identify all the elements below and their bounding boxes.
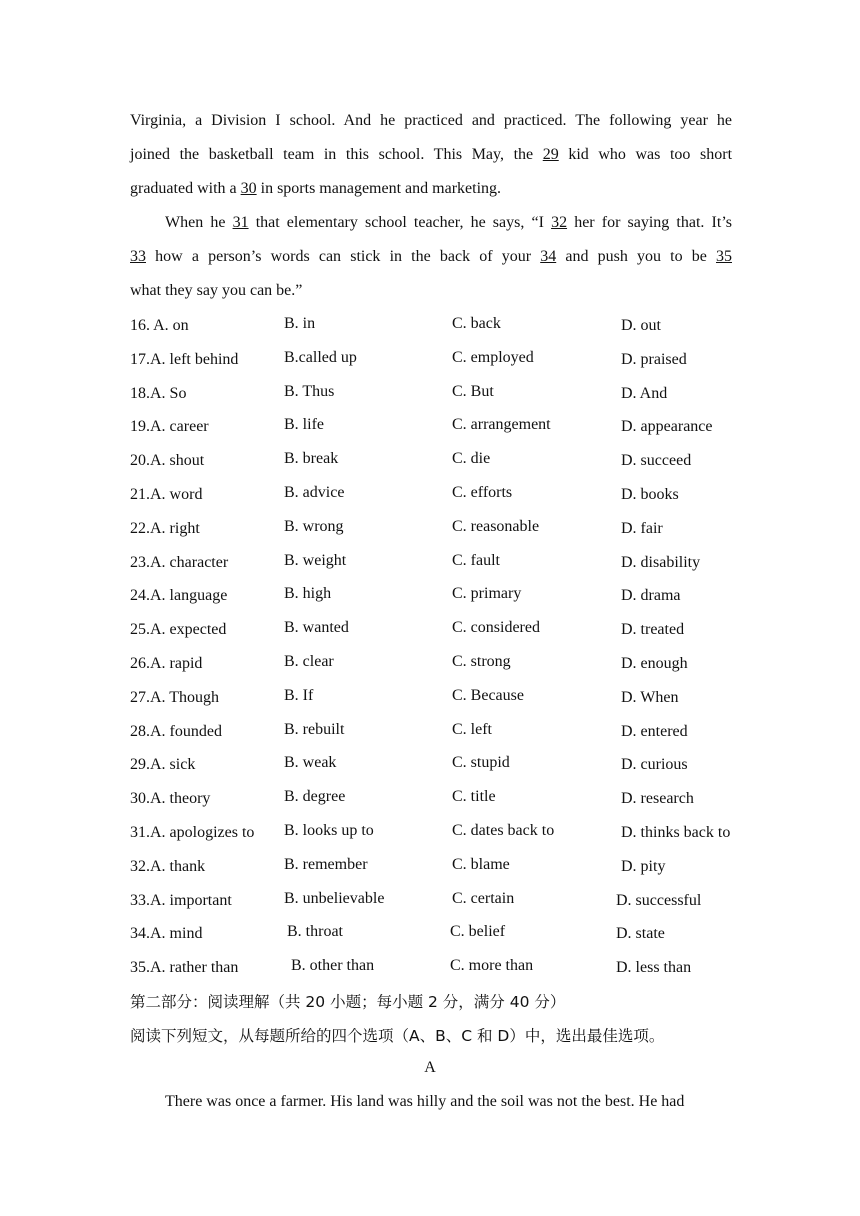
reading-line: There was once a farmer. His land was hilly and the soil was not the best. He had [165, 1093, 685, 1110]
option-b: B. other than [291, 957, 375, 975]
option-c: C. strong [452, 653, 511, 670]
option-a: 31.A. apologizes to [130, 824, 255, 841]
option-a: 16. A. on [130, 317, 189, 334]
option-d: D. out [621, 317, 661, 334]
question-row [0, 415, 860, 449]
option-b: B. remember [284, 855, 368, 873]
passage-line [130, 240, 732, 274]
question-row [0, 821, 860, 855]
passage-line [130, 138, 732, 172]
option-c: C. die [452, 450, 491, 468]
option-a: 30.A. theory [130, 790, 211, 808]
question-row [0, 483, 860, 517]
passage-line [130, 104, 732, 138]
option-d: D. books [621, 486, 679, 503]
option-a: 35.A. rather than [130, 959, 239, 977]
passage-text: kid who was too short [558, 146, 733, 163]
section-instruction: 阅读下列短文，从每题所给的四个选项（A、B、C 和 D）中，选出最佳选项。 [130, 1027, 665, 1045]
cloze-blank-number: 30 [240, 180, 257, 197]
option-a: 29.A. sick [130, 756, 196, 774]
passage-text: how a person’s words can stick in the back of your [146, 248, 541, 265]
option-c: C. But [452, 382, 494, 400]
question-row [0, 652, 860, 686]
option-b: B. weak [284, 754, 337, 772]
option-b: B. Thus [284, 382, 335, 400]
option-c: C. employed [452, 348, 534, 366]
question-row [0, 787, 860, 821]
question-row [0, 855, 860, 889]
section-heading: 第二部分：阅读理解（共 20 小题；每小题 2 分，满分 40 分） [130, 993, 566, 1011]
passage-text: Virginia, a Division I school. And he practiced and practiced. The following year he [130, 112, 732, 129]
option-d: D. enough [621, 655, 688, 672]
option-c: C. stupid [452, 754, 510, 772]
option-d: D. state [616, 925, 665, 943]
option-a: 24.A. language [130, 587, 228, 605]
question-row [0, 314, 860, 348]
option-d: D. thinks back to [621, 824, 731, 841]
passage-text: When he [165, 214, 233, 231]
question-row [0, 348, 860, 382]
option-c: C. back [452, 315, 501, 332]
option-a: 33.A. important [130, 891, 232, 909]
option-c: C. efforts [452, 484, 513, 501]
option-c: C. arrangement [452, 416, 551, 434]
option-c: C. considered [452, 619, 540, 637]
option-a: 25.A. expected [130, 621, 227, 639]
question-row [0, 517, 860, 551]
option-a: 17.A. left behind [130, 350, 239, 368]
question-row [0, 753, 860, 787]
cloze-blank-number: 31 [232, 214, 249, 231]
option-b: B. looks up to [284, 822, 374, 839]
cloze-blank-number: 29 [542, 146, 559, 163]
option-a: 19.A. career [130, 418, 209, 436]
option-a: 26.A. rapid [130, 655, 203, 672]
option-a: 28.A. founded [130, 722, 222, 740]
option-c: C. title [452, 788, 496, 806]
option-a: 32.A. thank [130, 857, 206, 875]
option-d: D. When [621, 688, 679, 706]
reading-passage-first-line [130, 1085, 732, 1119]
option-c: C. left [452, 720, 492, 738]
passage-text: in sports management and marketing. [256, 180, 502, 197]
option-c: C. Because [452, 686, 524, 704]
option-c: C. reasonable [452, 517, 540, 535]
option-d: D. praised [621, 350, 687, 368]
question-row [0, 956, 860, 990]
option-a: 27.A. Though [130, 688, 220, 706]
question-row [0, 922, 860, 956]
option-d: D. disability [621, 553, 701, 571]
option-b: B. advice [284, 484, 345, 501]
option-d: D. research [621, 790, 694, 808]
cloze-blank-number: 32 [551, 214, 568, 231]
question-row [0, 720, 860, 754]
option-a: 18.A. So [130, 384, 187, 402]
option-b: B. weight [284, 551, 347, 569]
passage-text: joined the basketball team in this school. This May, the [130, 146, 543, 163]
question-row [0, 686, 860, 720]
passage-text: that elementary school teacher, he says, “I [248, 214, 552, 231]
option-b: B. wrong [284, 517, 344, 535]
option-c: C. dates back to [452, 822, 555, 839]
option-b: B. life [284, 416, 324, 434]
cloze-blank-number: 35 [716, 248, 732, 265]
passage-paragraph-1 [130, 104, 732, 206]
option-a: 23.A. character [130, 553, 229, 571]
passage-text: and push you to be [556, 248, 716, 265]
option-b: B. high [284, 585, 332, 603]
option-d: D. appearance [621, 418, 713, 436]
question-row [0, 382, 860, 416]
cloze-blank-number: 33 [130, 248, 146, 265]
option-d: D. successful [616, 891, 702, 909]
passage-paragraph-2 [130, 206, 732, 308]
option-b: B. break [284, 450, 339, 468]
option-b: B. If [284, 686, 314, 704]
option-b: B. unbelievable [284, 889, 385, 907]
passage-line [130, 274, 732, 308]
option-b: B. clear [284, 653, 334, 670]
option-d: D. curious [621, 756, 688, 774]
option-b: B. in [284, 315, 316, 332]
option-b: B. rebuilt [284, 720, 345, 738]
option-c: C. blame [452, 855, 510, 873]
option-a: 22.A. right [130, 519, 200, 537]
option-d: D. And [621, 384, 668, 402]
passage-line [130, 206, 732, 240]
question-row [0, 618, 860, 652]
option-a: 34.A. mind [130, 925, 203, 943]
option-a: 21.A. word [130, 486, 203, 503]
passage-text: what they say you can be.” [130, 282, 303, 299]
option-d: D. pity [621, 857, 666, 875]
option-d: D. fair [621, 519, 663, 537]
cloze-blank-number: 34 [540, 248, 557, 265]
option-d: D. treated [621, 621, 685, 639]
question-row [0, 551, 860, 585]
option-b: B. wanted [284, 619, 349, 637]
option-d: D. drama [621, 587, 681, 605]
option-d: D. entered [621, 722, 688, 740]
option-c: C. belief [450, 923, 506, 941]
passage-line [130, 172, 732, 206]
option-c: C. primary [452, 585, 522, 603]
passage-text: her for saying that. It’s [567, 214, 733, 231]
option-d: D. less than [616, 959, 692, 977]
option-b: B. degree [284, 788, 346, 806]
option-b: B.called up [284, 348, 357, 366]
option-c: C. more than [450, 957, 534, 975]
passage-label: A [424, 1059, 436, 1076]
question-row [0, 449, 860, 483]
question-row [0, 584, 860, 618]
option-b: B. throat [287, 923, 343, 941]
option-c: C. certain [452, 889, 515, 907]
option-a: 20.A. shout [130, 452, 205, 470]
option-d: D. succeed [621, 452, 692, 470]
option-c: C. fault [452, 551, 500, 569]
passage-text: graduated with a [130, 180, 241, 197]
question-row [0, 889, 860, 923]
